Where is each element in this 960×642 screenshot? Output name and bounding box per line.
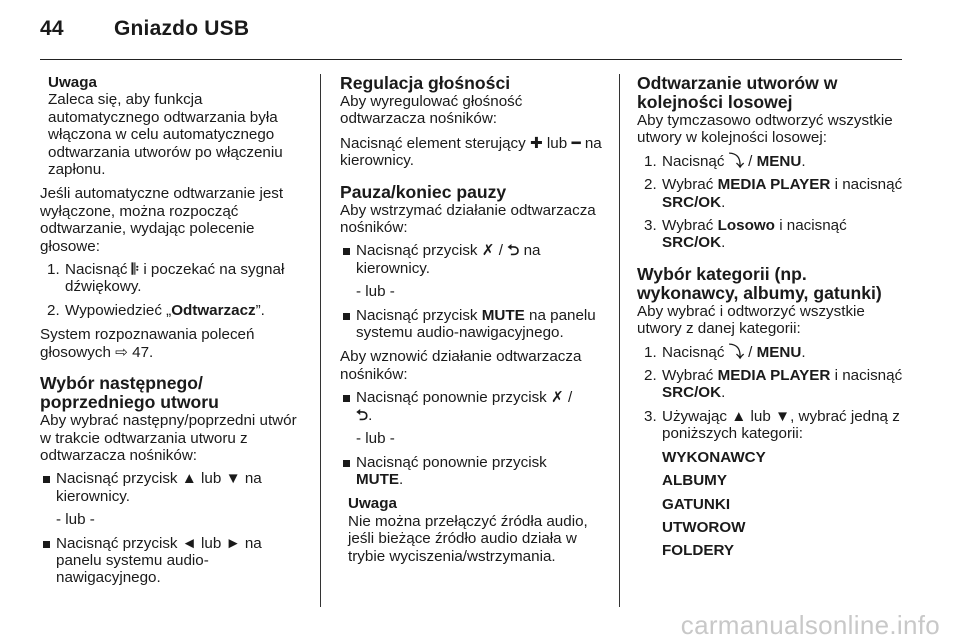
bullet-item: Nacisnąć przycisk ◄ lub ► na panelu systemu audio-nawigacyjnego. bbox=[40, 535, 308, 587]
bullet-square-icon bbox=[343, 248, 350, 255]
menu-return-icon: ⤵ bbox=[728, 343, 744, 361]
column-3 bbox=[637, 74, 905, 560]
bullet-square-icon bbox=[343, 313, 350, 320]
category-item: WYKONAWCY bbox=[662, 448, 766, 466]
header-rule bbox=[40, 59, 902, 60]
bullet-square-icon bbox=[343, 460, 350, 467]
arrow-up-icon: ▲ bbox=[181, 470, 197, 488]
or-separator: - lub - bbox=[356, 430, 395, 448]
list-item: 2. Wypowiedzieć „Odtwarzacz”. bbox=[47, 301, 265, 319]
arrow-down-icon: ▼ bbox=[775, 407, 791, 425]
list-item: 2. Wybrać MEDIA PLAYER i nacisnąć SRC/OK. bbox=[644, 367, 903, 402]
column-divider bbox=[320, 74, 321, 607]
list-item: 3. Używając ▲ lub ▼, wybrać jedną z poniższych kategorii: bbox=[644, 407, 900, 443]
voice-icon: 𝄆 bbox=[131, 261, 140, 279]
arrow-right-icon: ► bbox=[225, 534, 241, 552]
category-item: ALBUMY bbox=[662, 472, 727, 490]
back-icon: ⮌ bbox=[507, 242, 520, 260]
note-title: Uwaga bbox=[48, 74, 97, 91]
section-heading: Odtwarzanie utworów w kolejności losowej bbox=[637, 73, 838, 112]
bullet-item: Nacisnąć przycisk ▲ lub ▼ na kierownicy. bbox=[40, 470, 308, 505]
paragraph: System rozpoznawania poleceń głosowych ⇨ 47. bbox=[40, 326, 255, 361]
mute-icon: ✗ bbox=[551, 389, 564, 407]
column-divider bbox=[619, 74, 620, 607]
reference-arrow-icon: ⇨ bbox=[115, 343, 128, 361]
paragraph: Aby wybrać i odtworzyć wszystkie utwory z danej kategorii: bbox=[637, 302, 865, 338]
note-box bbox=[40, 74, 308, 178]
paragraph: Jeśli automatyczne odtwarzanie jest wyłączone, można rozpocząć odtwarzanie, wydając polecenie głosowe: bbox=[40, 185, 284, 255]
bullet-item: Nacisnąć przycisk ✗ / ⮌ na kierownicy. bbox=[340, 242, 606, 277]
category-item: FOLDERY bbox=[662, 542, 734, 560]
paragraph: Aby wybrać następny/poprzedni utwór w trakcie odtwarzania utworu z odtwarzacza nośników: bbox=[40, 412, 297, 464]
watermark: carmanualsonline.info bbox=[680, 609, 940, 640]
column-1 bbox=[40, 74, 308, 587]
plus-icon: ✚ bbox=[529, 134, 543, 152]
minus-icon: ━ bbox=[571, 134, 581, 152]
section-heading: Pauza/koniec pauzy bbox=[340, 181, 507, 202]
list-item: 3. Wybrać Losowo i nacisnąć SRC/OK. bbox=[644, 217, 847, 252]
note-text: Zaleca się, aby funkcja automatycznego odtwarzania była włączona w celu automatycznego odtwarzania utworów po włączeniu zapłonu. bbox=[48, 91, 283, 179]
category-item: GATUNKI bbox=[662, 495, 731, 513]
paragraph: Aby wyregulować głośność odtwarzacza nośników: bbox=[340, 93, 523, 128]
page-title: Gniazdo USB bbox=[114, 17, 250, 40]
bullet-square-icon bbox=[43, 541, 50, 548]
arrow-left-icon: ◄ bbox=[181, 534, 197, 552]
list-item: 1. Nacisnąć 𝄆 i poczekać na sygnał dźwiękowy. bbox=[47, 261, 285, 296]
arrow-up-icon: ▲ bbox=[731, 407, 747, 425]
arrow-down-icon: ▼ bbox=[225, 470, 241, 488]
menu-return-icon: ⤵ bbox=[728, 152, 744, 170]
note-text: Nie można przełączyć źródła audio, jeśli bieżące źródło audio działa w trybie wyciszenia/wstrzymania. bbox=[348, 512, 588, 565]
bullet-item: Nacisnąć ponownie przycisk ✗ / ⮌. bbox=[340, 389, 606, 424]
back-icon: ⮌ bbox=[356, 406, 369, 424]
bullet-item: Nacisnąć przycisk MUTE na panelu systemu audio-nawigacyjnego. bbox=[340, 307, 606, 342]
or-separator: - lub - bbox=[56, 511, 95, 529]
section-heading: Regulacja głośności bbox=[340, 73, 511, 93]
paragraph: Aby tymczasowo odtworzyć wszystkie utwory w kolejności losowej: bbox=[637, 112, 893, 147]
paragraph: Aby wstrzymać działanie odtwarzacza nośników: bbox=[340, 201, 596, 237]
list-item: 1. Nacisnąć ⤵ / MENU. bbox=[644, 152, 806, 170]
list-item: 1. Nacisnąć ⤵ / MENU. bbox=[644, 343, 806, 361]
section-heading: Wybór kategorii (np. wykonawcy, albumy, gatunki) bbox=[637, 263, 882, 303]
paragraph: Aby wznowić działanie odtwarzacza nośników: bbox=[340, 348, 582, 383]
paragraph: Nacisnąć element sterujący ✚ lub ━ na kierownicy. bbox=[340, 134, 602, 170]
or-separator: - lub - bbox=[356, 283, 395, 301]
bullet-item: Nacisnąć ponownie przycisk MUTE. bbox=[340, 454, 606, 489]
list-item: 2. Wybrać MEDIA PLAYER i nacisnąć SRC/OK. bbox=[644, 176, 903, 211]
note-title: Uwaga bbox=[348, 495, 397, 513]
page-number: 44 bbox=[40, 17, 64, 40]
column-2 bbox=[340, 74, 606, 565]
section-heading: Wybór następnego/ poprzedniego utworu bbox=[40, 373, 219, 413]
bullet-square-icon bbox=[343, 395, 350, 402]
category-item: UTWOROW bbox=[662, 518, 746, 536]
mute-icon: ✗ bbox=[481, 242, 495, 260]
bullet-square-icon bbox=[43, 476, 50, 483]
page-header bbox=[40, 17, 250, 40]
note-box bbox=[340, 495, 606, 565]
